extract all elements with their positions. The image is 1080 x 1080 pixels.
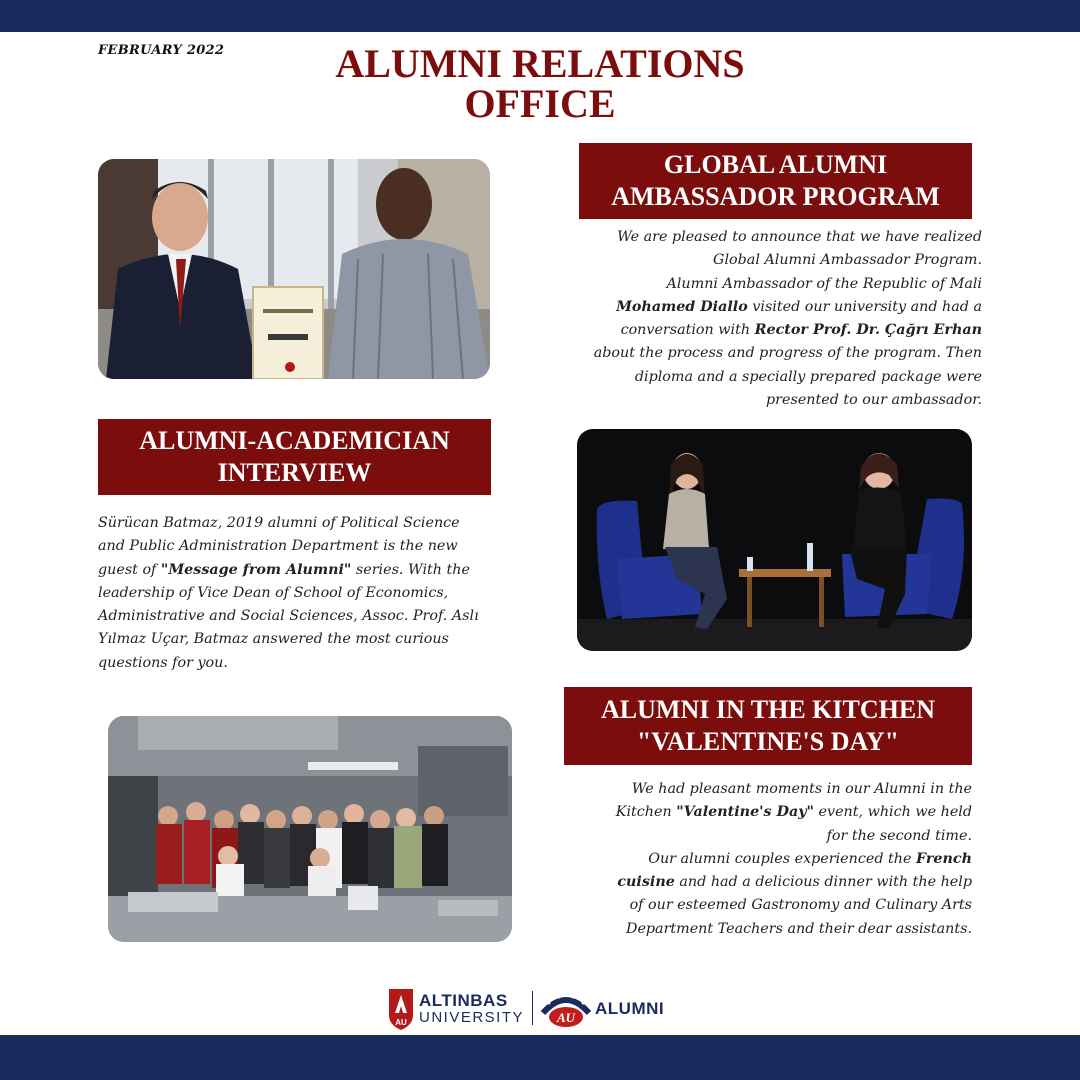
ambassador-heading: [579, 143, 972, 219]
kitchen-line: for the second time.: [826, 827, 972, 844]
ambassador-line-text: visited our university and had a: [747, 298, 982, 315]
interview-line-text: guest of: [98, 561, 161, 578]
interview-line: Administrative and Social Sciences, Assoc. Prof. Aslı: [98, 608, 479, 625]
ambassador-line: Alumni Ambassador of the Republic of Mali: [666, 275, 982, 292]
issue-date: FEBRUARY 2022: [98, 43, 225, 58]
svg-text:AU: AU: [556, 1010, 576, 1025]
interview-line: and Public Administration Department is the new: [98, 538, 458, 555]
interview-line: questions for you.: [98, 654, 228, 671]
interview-line: Sürücan Batmaz, 2019 alumni of Political Science: [98, 515, 460, 531]
ambassador-text: [540, 226, 982, 412]
ambassador-heading-line-1: GLOBAL ALUMNI: [663, 150, 888, 179]
brand-university: UNIVERSITY: [419, 1009, 525, 1026]
interview-line: leadership of Vice Dean of School of Economics,: [98, 584, 449, 601]
alumni-wordmark: ALUMNI: [595, 999, 665, 1018]
event-name: "Valentine's Day": [676, 804, 814, 821]
ambassador-line: [540, 319, 982, 342]
cuisine-word: cuisine: [617, 874, 675, 891]
rector-name: Rector Prof. Dr. Çağrı Erhan: [754, 322, 982, 339]
ambassador-line: [540, 296, 982, 319]
cuisine-word-french: French: [915, 850, 972, 867]
alumni-emblem-icon: [539, 989, 593, 1029]
ambassador-line: about the process and progress of the program. Then: [593, 345, 982, 362]
kitchen-text: [530, 778, 972, 941]
page-title: [300, 41, 780, 126]
ambassador-line: presented to our ambassador.: [766, 392, 982, 409]
interview-photo: [577, 429, 972, 651]
kitchen-line: [530, 848, 972, 871]
interview-heading-line-1: ALUMNI-ACADEMICIAN: [139, 426, 450, 455]
kitchen-line: [530, 871, 972, 894]
bottom-band: [0, 1035, 1080, 1080]
kitchen-line-text: and had a delicious dinner with the help: [674, 874, 972, 891]
ambassador-photo: [98, 159, 490, 379]
interview-heading: [98, 419, 491, 495]
footer-logos: [387, 985, 687, 1033]
series-name: "Message from Alumni": [160, 561, 352, 578]
ambassador-heading-line-2: AMBASSADOR PROGRAM: [611, 182, 940, 211]
ambassador-line: Global Alumni Ambassador Program.: [713, 252, 982, 269]
brand-name: ALTINBAS: [419, 991, 508, 1010]
kitchen-heading: [564, 687, 972, 765]
altinbas-shield-icon: [387, 987, 415, 1031]
logo-divider: [532, 991, 533, 1025]
kitchen-line: of our esteemed Gastronomy and Culinary Arts: [629, 897, 972, 914]
kitchen-heading-line-1: ALUMNI IN THE KITCHEN: [601, 695, 935, 724]
ambassador-name: Mohamed Diallo: [616, 298, 748, 315]
interview-heading-line-2: INTERVIEW: [217, 458, 372, 487]
kitchen-heading-line-2: "VALENTINE'S DAY": [636, 727, 900, 756]
svg-text:AU: AU: [395, 1018, 407, 1027]
title-line-1: ALUMNI RELATIONS: [335, 41, 745, 86]
ambassador-line-text: conversation with: [620, 322, 755, 339]
kitchen-line: We had pleasant moments in our Alumni in the: [631, 781, 972, 797]
kitchen-photo: [108, 716, 512, 942]
kitchen-line: Department Teachers and their dear assistants.: [625, 920, 972, 937]
kitchen-line: [530, 801, 972, 824]
kitchen-line-text: Kitchen: [615, 804, 677, 821]
ambassador-line: We are pleased to announce that we have realized: [617, 229, 982, 245]
interview-line: [98, 559, 548, 582]
interview-line-text: series. With the: [351, 561, 470, 578]
interview-text: [98, 512, 548, 675]
top-band: [0, 0, 1080, 32]
title-line-2: OFFICE: [464, 81, 616, 126]
ambassador-line: diploma and a specially prepared package were: [634, 368, 982, 385]
kitchen-line-text: Our alumni couples experienced the: [648, 850, 916, 867]
kitchen-line-text: event, which we held: [814, 804, 972, 821]
interview-line: Yılmaz Uçar, Batmaz answered the most curious: [98, 631, 449, 648]
